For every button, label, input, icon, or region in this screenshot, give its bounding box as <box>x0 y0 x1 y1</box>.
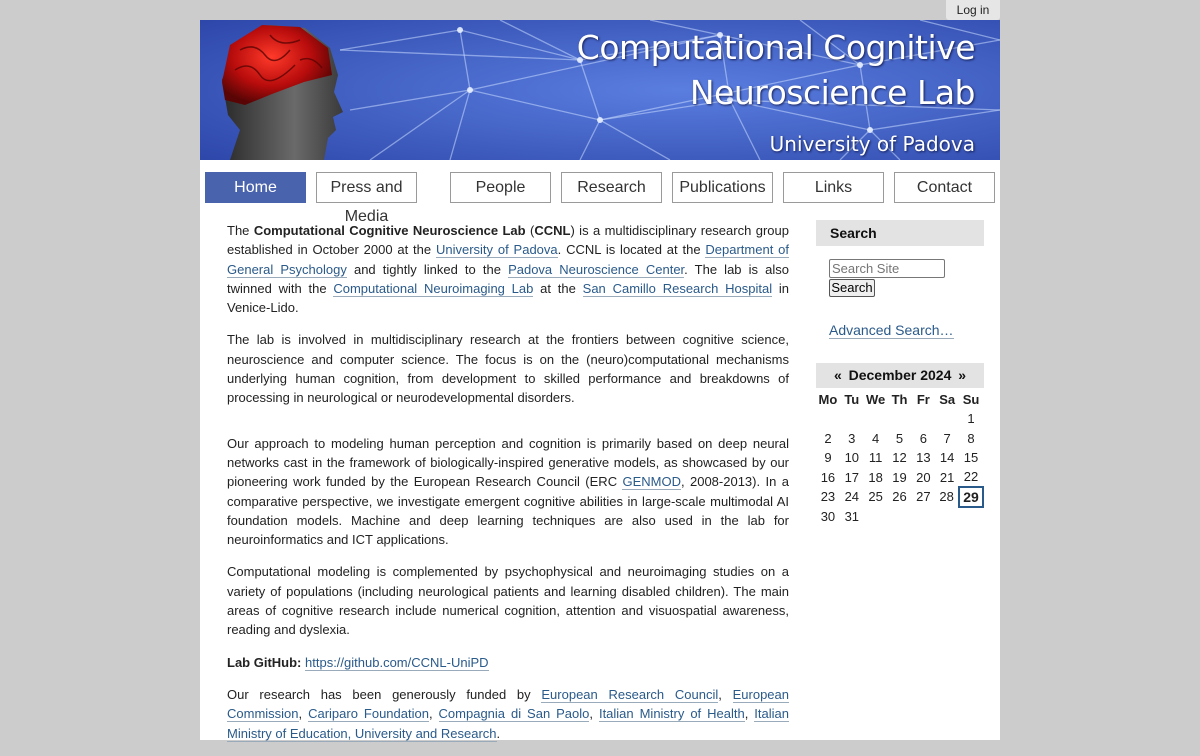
calendar-week <box>816 429 983 449</box>
nav-people[interactable]: People <box>450 172 551 203</box>
link-padova-neuroscience-center[interactable]: Padova Neuroscience Center <box>508 261 685 277</box>
text: in Venice-Lido. <box>227 280 789 316</box>
calendar-day: 24 <box>844 489 860 505</box>
github-label: Lab GitHub: <box>227 654 302 670</box>
calendar-day: 9 <box>824 450 832 466</box>
advanced-search-link[interactable]: Advanced Search… <box>829 322 954 338</box>
page-container <box>200 20 1000 740</box>
weekday: Fr <box>916 391 930 407</box>
header-banner <box>200 20 1000 160</box>
calendar-day: 22 <box>963 469 979 485</box>
nav-home[interactable]: Home <box>205 172 306 203</box>
calendar-day: 5 <box>895 430 904 446</box>
link-erc[interactable]: European Research Council <box>541 686 719 702</box>
nav-publications[interactable]: Publications <box>672 172 773 203</box>
calendar-empty-cell <box>864 409 888 429</box>
calendar-day: 7 <box>943 430 951 446</box>
calendar-empty-cell <box>816 409 840 429</box>
calendar-day: 16 <box>820 469 836 485</box>
calendar-day: 3 <box>848 430 856 446</box>
calendar-day: 11 <box>868 450 883 466</box>
separator: , <box>428 706 439 722</box>
calendar-day: 12 <box>892 450 907 466</box>
calendar-prev-button[interactable]: « <box>834 367 842 383</box>
link-genmod[interactable]: GENMOD <box>622 474 681 490</box>
text: , 2008-2013). In a comparative perspective, we investigate emergent cognitive abilities in large-scale multimodal AI foundation models. Machine and deep learning techniques are also used in the lab for neuroinformatics and ICT applications. <box>227 474 789 548</box>
separator: , <box>298 706 309 722</box>
calendar-week <box>816 448 983 468</box>
weekday: Mo <box>818 391 838 407</box>
text: Our approach to modeling human perception and cognition is primarily based on deep neural networks cast in the framework of biologically-inspired generative models, as showcased by our pioneering work funded by the European Research Council (ERC <box>227 435 789 490</box>
nav-research[interactable]: Research <box>561 172 662 203</box>
text: at the <box>533 280 583 296</box>
lab-acronym: CCNL <box>534 223 571 238</box>
separator: , <box>718 686 733 702</box>
banner-subtitle: University of Padova <box>769 132 975 156</box>
text: ( <box>525 223 535 238</box>
calendar-day: 23 <box>820 489 836 505</box>
calendar-week <box>816 468 983 488</box>
calendar-empty-cell <box>911 409 935 429</box>
modeling-paragraph: Computational modeling is complemented by psychophysical and neuroimaging studies on a variety of populations (including neurological patients and learning disabled children). The main areas of cognitive research include numerical cognition, attention and visuospatial awareness, reading and dyslexia. <box>227 564 789 638</box>
calendar-header <box>816 363 984 388</box>
calendar-day: 17 <box>844 469 860 485</box>
text: and tightly linked to the <box>346 261 509 277</box>
weekday: We <box>866 391 886 407</box>
calendar <box>816 363 984 526</box>
separator: , <box>589 706 599 722</box>
calendar-empty-cell <box>959 507 983 527</box>
calendar-empty-cell <box>864 507 888 527</box>
link-github[interactable]: https://github.com/CCNL-UniPD <box>305 654 489 670</box>
weekday: Th <box>891 391 908 407</box>
calendar-day: 13 <box>916 450 931 466</box>
calendar-day: 27 <box>916 489 931 505</box>
text: . CCNL is located at the <box>557 242 706 258</box>
intro-paragraph <box>227 221 789 317</box>
text: The <box>227 223 254 238</box>
link-san-camillo-hospital[interactable]: San Camillo Research Hospital <box>582 280 773 296</box>
nav-contact[interactable]: Contact <box>894 172 995 203</box>
link-university-of-padova[interactable]: University of Padova <box>435 242 558 258</box>
calendar-day: 30 <box>820 508 836 524</box>
calendar-body <box>816 409 983 526</box>
banner-title-line2: Neuroscience Lab <box>689 73 975 112</box>
weekday: Sa <box>939 391 956 407</box>
text: . <box>496 725 501 741</box>
calendar-week <box>816 409 983 429</box>
link-cariparo[interactable]: Cariparo Foundation <box>308 706 429 722</box>
calendar-empty-cell <box>840 409 864 429</box>
calendar-day: 6 <box>919 430 927 446</box>
search-input[interactable] <box>829 259 945 278</box>
calendar-empty-cell <box>911 507 935 527</box>
calendar-day: 15 <box>963 450 979 466</box>
text: ) is a multidisciplinary research group established in October 2000 at the <box>227 223 789 258</box>
sidebar <box>816 220 984 524</box>
calendar-day: 1 <box>967 411 975 427</box>
brain-head-icon <box>222 25 343 160</box>
calendar-day: 31 <box>844 508 860 524</box>
link-computational-neuroimaging-lab[interactable]: Computational Neuroimaging Lab <box>333 280 534 296</box>
link-compagnia-san-paolo[interactable]: Compagnia di San Paolo <box>438 706 590 722</box>
nav-press-and-media[interactable]: Press and Media <box>316 172 417 203</box>
calendar-day: 10 <box>844 450 860 466</box>
calendar-day: 20 <box>916 469 931 485</box>
calendar-month: December 2024 <box>848 367 952 383</box>
link-european-commission[interactable]: European Commission <box>227 686 789 722</box>
calendar-week <box>816 507 983 527</box>
calendar-day: 2 <box>824 430 832 446</box>
calendar-day: 19 <box>892 469 907 485</box>
calendar-next-button[interactable]: » <box>958 367 966 383</box>
calendar-week <box>816 487 983 507</box>
focus-paragraph: The lab is involved in multidisciplinary research at the frontiers between cognitive science, neuroscience and computer science. The focus is on the (neuro)computational mechanisms underlying human cognition, from development to skilled performance and breakdowns of processing in neurological or neurodevelopmental disorders. <box>227 332 789 406</box>
weekday: Tu <box>844 391 860 407</box>
calendar-grid <box>816 389 984 526</box>
calendar-empty-cell <box>935 409 959 429</box>
calendar-today: 29 <box>959 487 983 507</box>
search-button[interactable]: Search <box>829 279 875 297</box>
search-portlet-title: Search <box>816 220 984 246</box>
nav-links[interactable]: Links <box>783 172 884 203</box>
main-content <box>227 221 789 756</box>
approach-paragraph <box>227 434 789 550</box>
link-ministry-of-health[interactable]: Italian Ministry of Health <box>598 706 745 722</box>
calendar-empty-cell <box>888 507 912 527</box>
calendar-day: 28 <box>939 489 954 505</box>
weekday-row <box>816 389 983 409</box>
login-link[interactable]: Log in <box>946 0 1000 20</box>
link-ministry-of-education[interactable]: Italian Ministry of Education, University and Research <box>227 706 789 741</box>
calendar-day: 4 <box>872 430 880 446</box>
weekday: Su <box>962 391 980 407</box>
calendar-day: 8 <box>967 430 975 446</box>
funding-paragraph <box>227 685 789 743</box>
text: . The lab is also twinned with the <box>227 261 789 296</box>
calendar-day: 26 <box>892 489 907 505</box>
banner-title-line1: Computational Cognitive <box>576 28 975 67</box>
calendar-day: 25 <box>868 489 883 505</box>
link-department-general-psychology[interactable]: Department of General Psychology <box>227 242 789 277</box>
calendar-day: 14 <box>939 450 955 466</box>
calendar-empty-cell <box>935 507 959 527</box>
calendar-empty-cell <box>888 409 912 429</box>
github-paragraph <box>227 653 789 672</box>
calendar-day: 18 <box>868 469 883 485</box>
text: Our research has been generously funded by <box>227 686 542 702</box>
separator: , <box>744 706 755 722</box>
lab-name: Computational Cognitive Neuroscience Lab <box>253 223 526 238</box>
calendar-day: 21 <box>939 469 955 485</box>
